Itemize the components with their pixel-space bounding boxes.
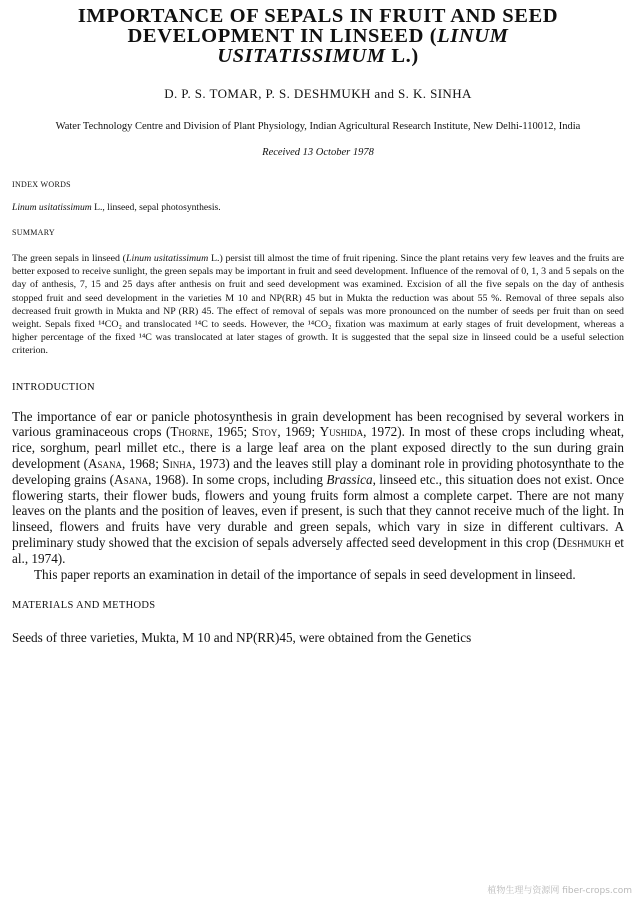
title-line-3: USITATISSIMUM L.) [217,45,419,67]
index-words-heading: INDEX WORDS [12,180,71,189]
received-date: Received 13 October 1978 [262,147,374,158]
citation-author: Asana [114,471,149,487]
citation-author: Asana [88,456,123,472]
citation-author: Deshmukh [557,535,612,550]
authors: D. P. S. TOMAR, P. S. DESHMUKH and S. K. SINHA [164,86,472,101]
watermark: 植物生理与资源网 fiber-crops.com [487,886,632,896]
introduction-heading: INTRODUCTION [12,381,95,393]
index-words: Linum usitatissimum L., linseed, sepal photosynthesis. [12,202,221,213]
summary-text: The green sepals in linseed (Linum usitatissimum L.) persist till almost the time of fruit ripening. Since the plant retains very few leaves and the fruits are better exposed to receive sunlight, the green sepals may be important in fruit and seed development. Influence of the removal of 0, 1, 3 and 5 sepals on the day of anthesis, 7, 15 and 25 days after anthesis on fruit and seed development was examined. Excision of all the five sepals on the day of anthesis stopped fruit and seed development in the varieties M 10 and NP(RR) 45 but in Mukta the reduction was about 55 %. Removal of three sepals also decreased fruit growth in Mukta and NP (RR) 45. The effect of removal of sepals was more pronounced on the number of seeds per fruit than on seed weight. Sepals fixed ¹⁴CO₂ and translocated ¹⁴C to seeds. However, the ¹⁴CO₂ fixation was maximum at early stages of fruit development, whereas a higher percentage of the fixed ¹⁴C was translocated at later stages of growth. It is suggested that the sepal size in linseed could be a useful selection criterion. [12,253,624,357]
citation-author: Yushida [319,424,364,440]
affiliation: Water Technology Centre and Division of Plant Physiology, Indian Agricultural Research Institute, New Delhi-110012, India [55,121,581,132]
title-line-1: IMPORTANCE OF SEPALS IN FRUIT AND SEED [77,5,559,27]
title-line-2: DEVELOPMENT IN LINSEED (LINUM [127,25,509,47]
paper-title [12,6,624,66]
methods-heading: MATERIALS AND METHODS [12,600,156,612]
introduction-paragraph-2: This paper reports an examination in detail of the importance of sepals in seed development in linseed. [34,566,576,582]
citation-author: Stoy [251,424,278,440]
introduction-paragraph-1: The importance of ear or panicle photosynthesis in grain development has been recognised by several workers in various graminaceous crops (Thorne, 1965; Stoy, 1969; Yushida, 1972). In most of these crops including wheat, rice, sorghum, pearl millet etc., there is a large leaf area on the plant exposed directly to the sun during grain development (Asana, 1968; Sinha, 1973) and the leaves still play a dominant role in providing photosynthate to the developing grains (Asana, 1968). In some crops, including Brassica, linseed etc., this situation does not exist. Once flowering starts, their flower buds, flowers and young fruits form almost a complete carpet. There are not many leaves on the plants and the position of leaves, even if present, is such that they cannot receive much of the light. In linseed, flowers and fruits have very durable and green sepals, which vary in size in different cultivars. A preliminary study showed that the excision of sepals adversely affected seed development in this crop (Deshmukh et al., 1974). [12,408,624,566]
citation-author: Thorne [170,424,210,440]
citation-author: Sinha [162,456,193,472]
methods-paragraph: Seeds of three varieties, Mukta, M 10 and NP(RR)45, were obtained from the Genetics [12,630,472,646]
summary-heading: SUMMARY [12,228,56,237]
